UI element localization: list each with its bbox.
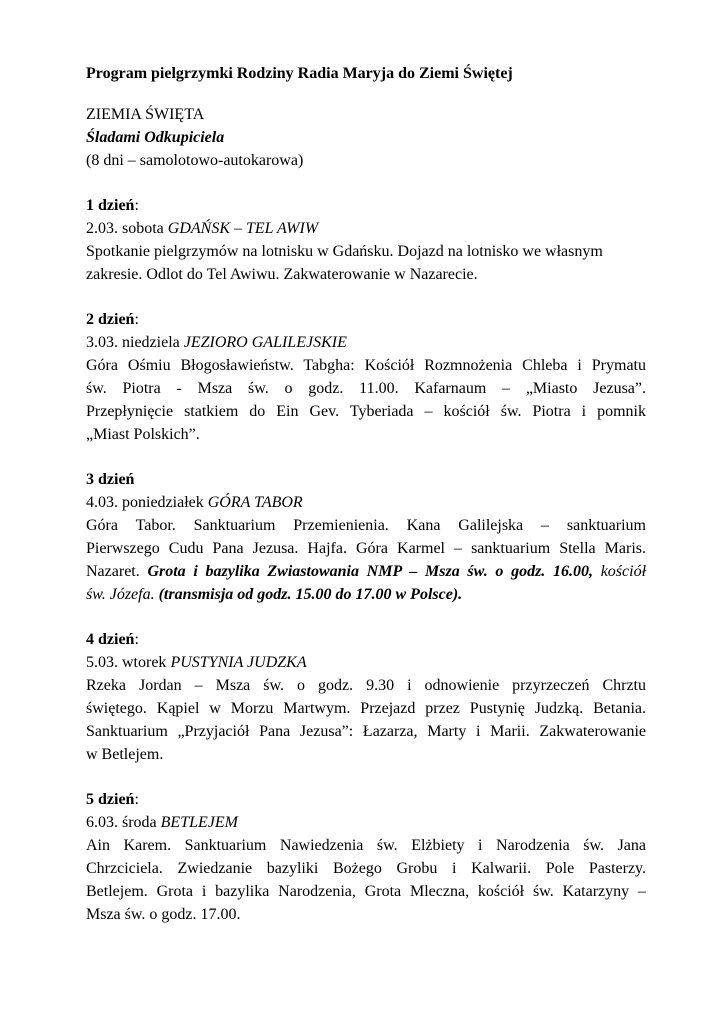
day-place: GDAŃSK – TEL AWIW	[167, 220, 319, 237]
day-text-line: Betlejem. Grota i bazylika Narodzenia, Grota Mleczna, kościół św. Katarzyny –	[86, 883, 646, 900]
day-date: 3.03. niedziela	[86, 334, 180, 351]
day-text-line: Msza św. o godz. 17.00.	[86, 906, 241, 923]
document-page	[86, 62, 646, 948]
day-text-line: Spotkanie pielgrzymów na lotnisku w Gdańsku. Dojazd na lotnisko we własnym	[86, 243, 603, 260]
day-label: 2 dzień:	[86, 311, 139, 328]
day-text-line: Góra Ośmiu Błogosławieństw. Tabgha: Kościół Rozmnożenia Chleba i Prymatu	[86, 357, 646, 374]
day-text-line: św. Piotra - Msza św. o godz. 11.00. Kafarnaum – „Miasto Jezusa”.	[86, 380, 646, 397]
day-text-line	[86, 560, 646, 583]
day-text-italic: kościół	[600, 563, 647, 580]
day-label: 4 dzień:	[86, 631, 139, 648]
day-text-highlight: (transmisja od godz. 15.00 do 17.00 w Polsce).	[158, 586, 463, 603]
day-section-4	[86, 628, 646, 766]
day-label-text: 2 dzień	[86, 311, 135, 328]
day-text-line: Przepłynięcie statkiem do Ein Gev. Tyberiada – kościół św. Piotra i pomnik	[86, 403, 646, 420]
day-date-line	[86, 811, 646, 834]
day-text-line: Pierwszego Cudu Pana Jezusa. Hajfa. Góra Karmel – sanktuarium Stella Maris.	[86, 540, 646, 557]
day-text-line: świętego. Kąpiel w Morzu Martwym. Przejazd przez Pustynię Judzką. Betania.	[86, 700, 646, 717]
day-label: 5 dzień:	[86, 791, 139, 808]
trip-duration: (8 dni – samolotowo-autokarowa)	[86, 152, 304, 169]
day-date: 6.03. środa	[86, 814, 157, 831]
day-date-line	[86, 491, 646, 514]
trip-subtitle: Śladami Odkupiciela	[86, 129, 225, 146]
day-date-line	[86, 651, 646, 674]
day-section-5	[86, 788, 646, 926]
day-text-line: Sanktuarium „Przyjaciół Pana Jezusa”: Łazarza, Marty i Marii. Zakwaterowanie	[86, 723, 646, 740]
day-date-line	[86, 217, 646, 240]
day-text-line	[86, 583, 646, 606]
day-section-1	[86, 194, 646, 286]
day-label-text: 3 dzień	[86, 471, 135, 488]
document-title: Program pielgrzymki Rodziny Radia Maryja do Ziemi Świętej	[86, 65, 513, 82]
day-place: BETLEJEM	[160, 814, 238, 831]
day-label-text: 5 dzień	[86, 791, 135, 808]
day-text-line: Ain Karem. Sanktuarium Nawiedzenia św. Elżbiety i Narodzenia św. Jana	[86, 837, 646, 854]
day-date: 5.03. wtorek	[86, 654, 167, 671]
day-label	[86, 468, 646, 491]
day-label-text: 1 dzień	[86, 197, 135, 214]
day-place: GÓRA TABOR	[207, 494, 303, 511]
day-text-highlight: Grota i bazylika Zwiastowania NMP – Msza św. o godz. 16.00,	[147, 563, 593, 580]
day-date: 4.03. poniedziałek	[86, 494, 204, 511]
day-label: 1 dzień:	[86, 197, 139, 214]
header-block	[86, 103, 646, 172]
day-section-2	[86, 308, 646, 446]
day-text-plain: Nazaret.	[86, 563, 140, 580]
day-text-line: Chrzciciela. Zwiedzanie bazyliki Bożego Grobu i Kalwarii. Pole Pasterzy.	[86, 860, 646, 877]
day-text-italic: św. Józefa.	[86, 586, 155, 603]
day-date-line	[86, 331, 646, 354]
day-label-text: 4 dzień	[86, 631, 135, 648]
day-text-line: Rzeka Jordan – Msza św. o godz. 9.30 i odnowienie przyrzeczeń Chrztu	[86, 677, 646, 694]
day-date: 2.03. sobota	[86, 220, 164, 237]
day-text-line: w Betlejem.	[86, 746, 164, 763]
day-text-line: „Miast Polskich”.	[86, 426, 200, 443]
day-text-line: Góra Tabor. Sanktuarium Przemienienia. Kana Galilejska – sanktuarium	[86, 517, 646, 534]
day-text-line: zakresie. Odlot do Tel Awiwu. Zakwaterowanie w Nazarecie.	[86, 266, 478, 283]
region-heading: ZIEMIA ŚWIĘTA	[86, 106, 205, 123]
day-place: PUSTYNIA JUDZKA	[170, 654, 307, 671]
day-place: JEZIORO GALILEJSKIE	[183, 334, 347, 351]
day-section-3	[86, 468, 646, 606]
